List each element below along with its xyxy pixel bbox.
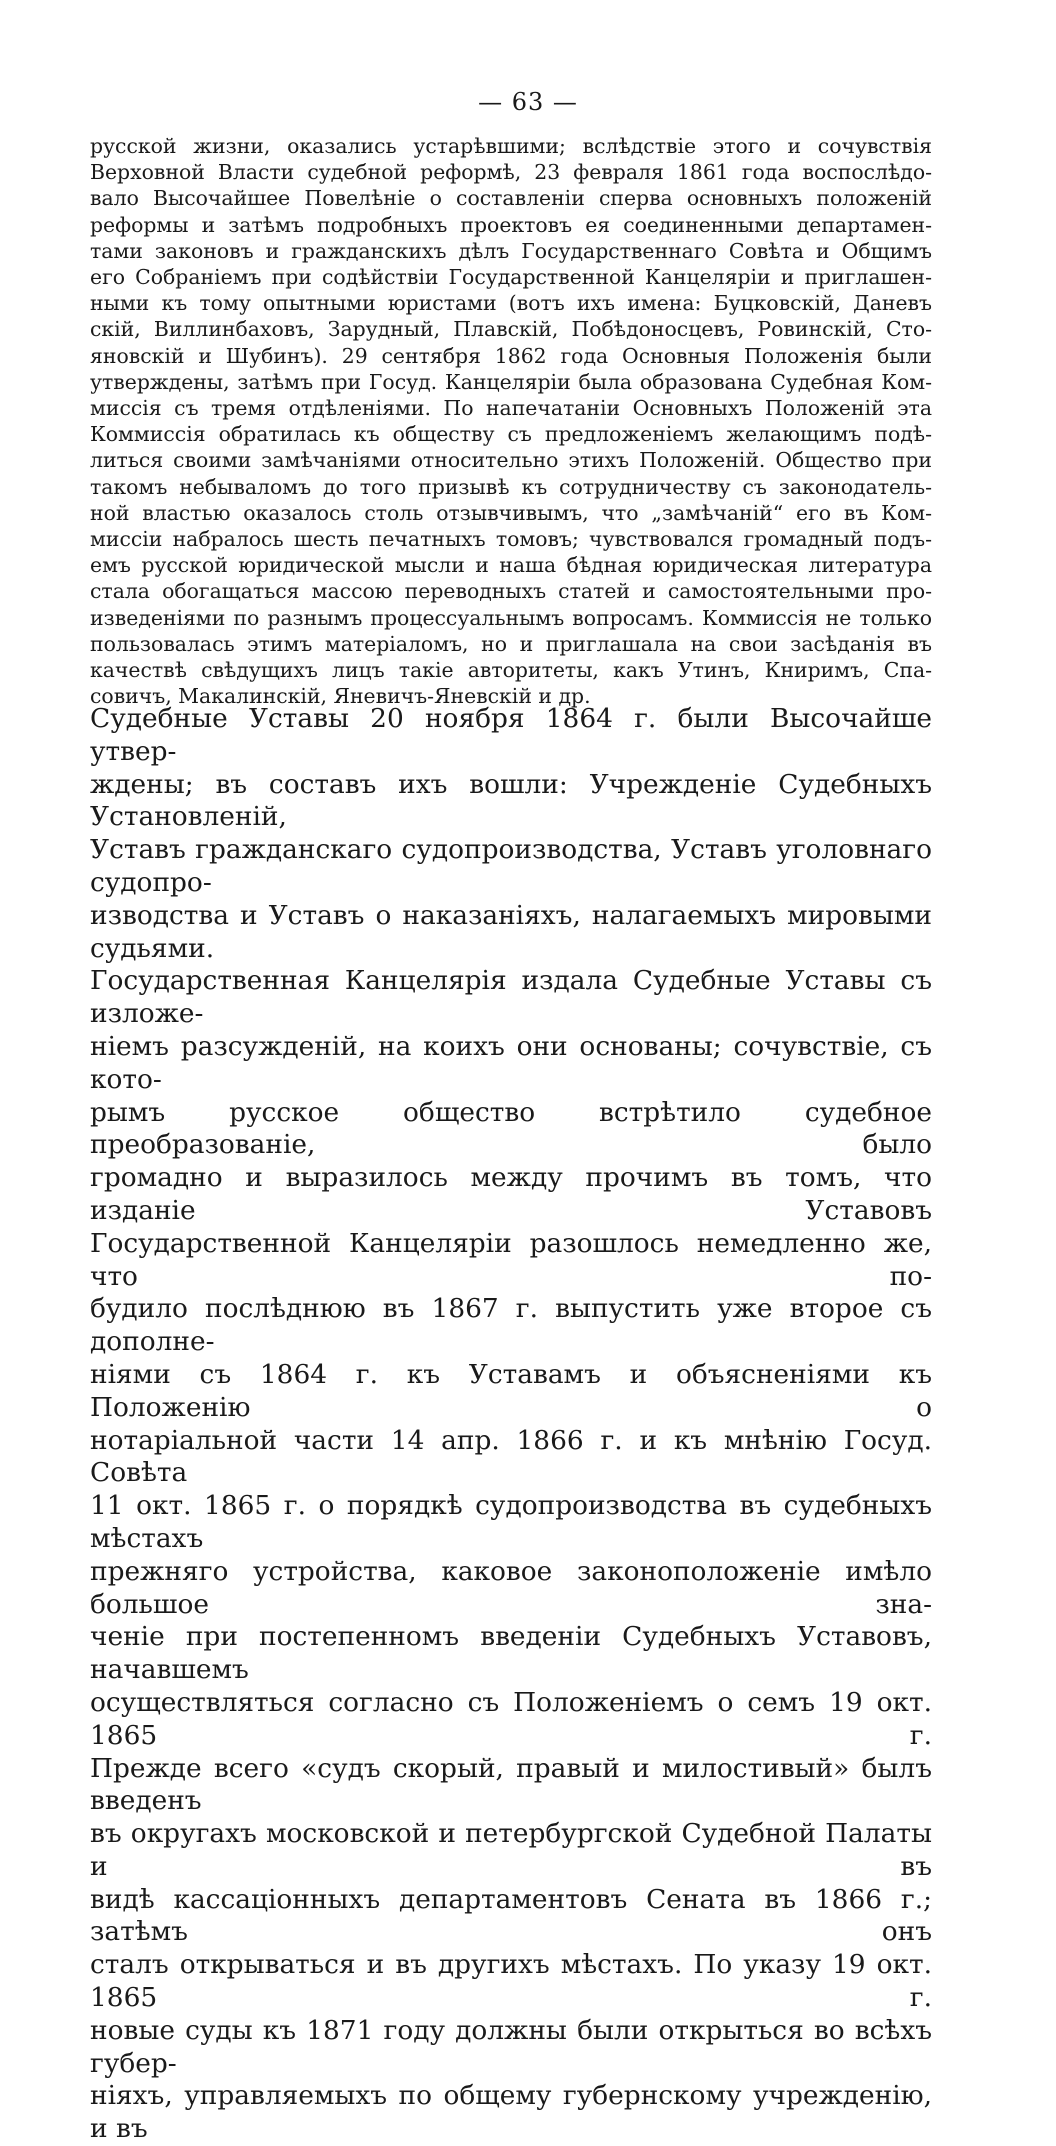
text-line: въ округахъ московской и петербургской Судебной Палаты и въ [90, 1818, 932, 1882]
text-line: громадно и выразилось между прочимъ въ томъ, что изданіе Уставовъ [90, 1162, 932, 1226]
text-line: его Собраніемъ при содѣйствіи Государственной Канцеляріи и приглашен- [90, 265, 932, 290]
text-line: тами законовъ и гражданскихъ дѣлъ Государственнаго Совѣта и Общимъ [90, 238, 932, 263]
text-line: скій, Виллинбаховъ, Зарудный, Плавскій, Побѣдоносцевъ, Ровинскій, Сто- [90, 317, 932, 342]
text-line: ными къ тому опытными юристами (вотъ ихъ имена: Буцковскій, Даневъ [90, 291, 932, 316]
text-line: видѣ кассаціонныхъ департаментовъ Сената въ 1866 г.; затѣмъ онъ [90, 1883, 932, 1948]
text-line: осуществляться согласно съ Положеніемъ о семъ 19 окт. 1865 г. [90, 1686, 932, 1751]
text-line: Судебные Уставы 20 ноября 1864 г. были Высочайше утвер- [90, 703, 932, 767]
page-number: — 63 — [478, 88, 578, 116]
text-line: Коммиссія обратилась къ обществу съ предложеніемъ желающимъ подѣ- [90, 422, 932, 447]
text-line: миссіи набралось шесть печатныхъ томовъ; чувствовался громадный подъ- [90, 527, 932, 552]
text-line: рымъ русское общество встрѣтило судебное преобразованіе, было [90, 1096, 932, 1161]
text-line: совичъ, Макалинскій, Яневичъ-Яневскій и др. [90, 684, 591, 709]
text-line: Государственная Канцелярія издала Судебные Уставы съ изложе- [90, 965, 932, 1030]
text-line: прежняго устройства, каковое законоположеніе имѣло большое зна- [90, 1555, 932, 1620]
text-line: новые суды къ 1871 году должны были открыться во всѣхъ губер- [90, 2014, 932, 2079]
text-line: Прежде всего «судъ скорый, правый и милостивый» былъ введенъ [90, 1752, 932, 1817]
text-line: ченіе при постепенномъ введеніи Судебныхъ Уставовъ, начавшемъ [90, 1621, 932, 1686]
text-line: пользовалась этимъ матеріаломъ, но и приглашала на свои засѣданія въ [90, 631, 932, 656]
text-line: изводства и Уставъ о наказаніяхъ, налагаемыхъ мировыми судьями. [90, 899, 932, 964]
text-line: 11 окт. 1865 г. о порядкѣ судопроизводства въ судебныхъ мѣстахъ [90, 1490, 932, 1554]
text-line: яновскій и Шубинъ). 29 сентября 1862 года Основныя Положенія были [90, 343, 932, 368]
text-line: Государственной Канцеляріи разошлось немедленно же, что по- [90, 1227, 932, 1292]
paragraph-2 [90, 703, 932, 2146]
paragraph-1 [90, 133, 932, 709]
text-line: утверждены, затѣмъ при Госуд. Канцеляріи была образована Судебная Ком- [90, 369, 932, 394]
text-line: русской жизни, оказались устарѣвшими; вслѣдствіе этого и сочувствія [90, 134, 932, 158]
text-line: сталъ открываться и въ другихъ мѣстахъ. По указу 19 окт. 1865 г. [90, 1949, 932, 2014]
text-line: стала обогащаться массою переводныхъ статей и самостоятельными про- [90, 579, 932, 604]
text-line: ждены; въ составъ ихъ вошли: Учрежденіе Судебныхъ Установленій, [90, 768, 932, 833]
text-line: реформы и затѣмъ подробныхъ проектовъ ея соединенными департамен- [90, 212, 932, 237]
text-line: нотаріальной части 14 апр. 1866 г. и къ мнѣнію Госуд. Совѣта [90, 1424, 932, 1489]
text-line: будило послѣднюю въ 1867 г. выпустить уже второе съ дополне- [90, 1293, 932, 1358]
text-line: Уставъ гражданскаго судопроизводства, Уставъ уголовнаго судопро- [90, 834, 932, 898]
text-line: ніяхъ, управляемыхъ по общему губернскому учрежденію, и въ [90, 2080, 932, 2145]
text-line: ной властью оказалось столь отзывчивымъ, что „замѣчаній“ его въ Ком- [90, 500, 932, 525]
text-line: литься своими замѣчаніями относительно этихъ Положеній. Общество при [90, 448, 932, 473]
text-line: изведеніями по разнымъ процессуальнымъ вопросамъ. Коммиссія не только [90, 605, 932, 630]
text-line: миссія съ тремя отдѣленіями. По напечатаніи Основныхъ Положеній эта [90, 396, 932, 421]
text-line: ніемъ разсужденій, на коихъ они основаны; сочувствіе, съ кото- [90, 1030, 932, 1095]
text-line: вало Высочайшее Повелѣніе о составленіи сперва основныхъ положеній [90, 186, 932, 211]
text-line: такомъ небываломъ до того призывѣ къ сотрудничеству съ законодатель- [90, 474, 932, 499]
text-line: качествѣ свѣдущихъ лицъ такіе авторитеты, какъ Утинъ, Книримъ, Спа- [90, 658, 932, 683]
text-line: ніями съ 1864 г. къ Уставамъ и объясненіями къ Положенію о [90, 1358, 932, 1423]
text-line: Верховной Власти судебной реформѣ, 23 февраля 1861 года воспослѣдо- [90, 160, 932, 185]
text-line: емъ русской юридической мысли и наша бѣдная юридическая литература [90, 553, 932, 578]
